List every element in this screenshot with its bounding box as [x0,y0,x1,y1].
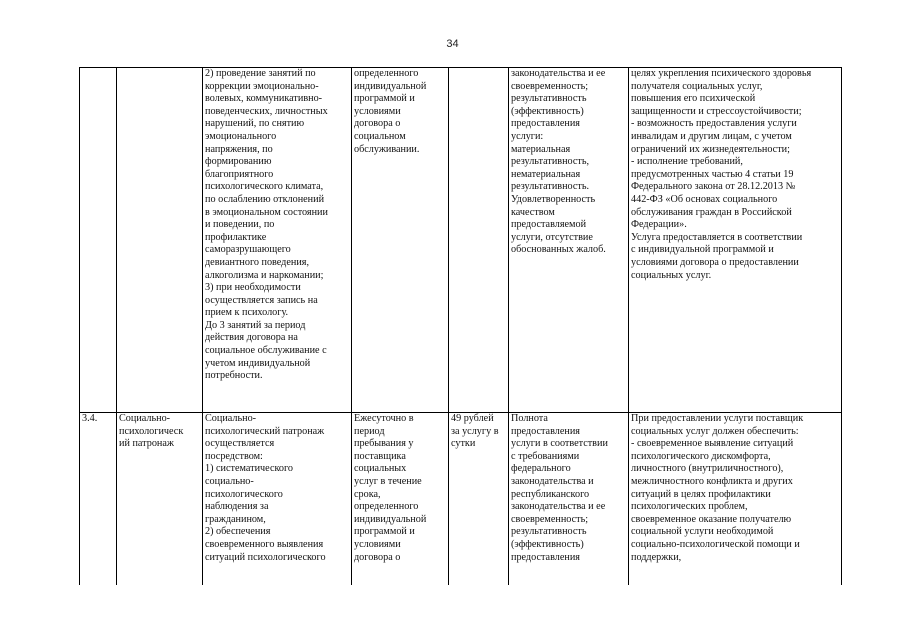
cell-line: действия договора на [205,332,298,344]
cell-line: республиканского [511,488,590,500]
cell-line: психологическ [119,425,184,437]
cell-line: До 3 занятий за период [205,319,306,331]
cell-line: осуществляется запись на [205,294,318,306]
cell-line: по ослаблению отклонений [205,193,325,205]
cell-line: сутки [451,438,476,450]
cell-line: 1) систематического [205,463,294,475]
cell-service-term [352,68,449,413]
cell-line: потребности. [205,370,263,382]
cell-line: эмоционального [205,130,277,142]
cell-line: (эффективность) [511,538,584,550]
cell-line: учетом индивидуальной [205,357,311,369]
cell-line: предоставления [511,551,580,563]
cell-line: федерального [511,463,571,475]
cell-line: психологического дискомфорта, [631,450,771,462]
cell-line: пребывания у [354,438,414,450]
cell-line: материальная [511,143,571,155]
quality-indicators-text [511,413,626,564]
cell-line: условиями [354,538,401,550]
cell-line: поставщика [354,450,406,462]
cell-line: получателя социальных услуг, [631,80,763,92]
service-conditions-text [631,413,839,564]
cell-line: услуг в течение [354,475,422,487]
cell-quality-indicators [509,68,629,413]
cell-line: социально-психологической помощи и [631,538,800,550]
cell-number [80,68,117,413]
cell-line: своевременное оказание получателю [631,513,792,525]
cell-line: с индивидуальной программой и [631,244,774,256]
service-term-text [354,413,446,564]
cell-service-name [117,413,203,585]
service-price-text [451,413,506,451]
cell-line: услуги: [511,130,544,142]
cell-line: определенного [354,501,419,513]
cell-line: законодательства и ее [511,68,606,79]
cell-line: напряжения, по [205,143,273,155]
cell-line: нарушений, по снятию [205,118,305,130]
cell-line: социальной услуги необходимой [631,526,774,538]
cell-line: услуги, отсутствие [511,231,593,243]
cell-line: предоставления [511,118,580,130]
cell-line: Ежесуточно в [354,413,414,424]
cell-line: инвалидам и другим лицам, с учетом [631,130,792,142]
cell-line: договора о [354,118,401,130]
cell-line: обслуживания граждан в Российской [631,206,792,218]
cell-line: 49 рублей [451,413,494,424]
cell-line: - возможность предоставления услуги [631,118,797,130]
cell-line: поведенческих, личностных [205,105,328,117]
cell-line: алкоголизма и наркомании; [205,269,324,281]
cell-line: Федерального закона от 28.12.2013 № [631,181,796,193]
cell-line: своевременность; [511,80,589,92]
cell-line: девиантного поведения, [205,256,310,268]
service-term-text [354,68,446,156]
cell-line: поддержки, [631,551,682,563]
cell-line: период [354,425,385,437]
quality-indicators-text [511,68,626,257]
cell-line: предоставляемой [511,219,587,231]
cell-line: психологический патронаж [205,425,325,437]
cell-line: личностного (внутриличностного), [631,463,784,475]
cell-line: целях укрепления психического здоровья [631,68,812,79]
cell-line: качеством [511,206,555,218]
row-number: 3.4. [82,413,98,424]
cell-line: услуги в соответствии [511,438,608,450]
cell-service-price [449,413,509,585]
page-number: 34 [446,38,459,50]
cell-line: повышения его психической [631,93,756,105]
cell-line: предусмотренных частью 4 статьи 19 [631,168,794,180]
cell-line: предоставления [511,425,580,437]
cell-line: договора о [354,551,401,563]
cell-line: результативность, [511,156,590,168]
cell-service-conditions [629,68,842,413]
cell-line: социальных услуг должен обеспечить: [631,425,799,437]
cell-line: социальном [354,130,406,142]
cell-line: Федерации». [631,219,687,231]
cell-line: саморазрушающего [205,244,291,256]
cell-line: (эффективность) [511,105,584,117]
cell-line: - исполнение требований, [631,156,743,168]
cell-line: прием к психологу. [205,307,289,319]
cell-line: ситуаций в целях профилактики [631,488,771,500]
cell-service-conditions [629,413,842,585]
cell-service-content [203,68,352,413]
cell-service-term [352,413,449,585]
cell-line: Полнота [511,413,548,424]
services-table [79,67,842,585]
cell-line: в эмоциональном состоянии [205,206,328,218]
cell-line: ограничений их жизнедеятельности; [631,143,790,155]
cell-quality-indicators [509,413,629,585]
cell-line: межличностного конфликта и других [631,475,793,487]
cell-line: профилактике [205,231,267,243]
cell-line: посредством: [205,450,263,462]
service-conditions-text [631,68,839,282]
cell-line: нематериальная [511,168,581,180]
cell-line: Социально- [205,413,257,424]
cell-line: обоснованных жалоб. [511,244,606,256]
cell-line: срока, [354,488,381,500]
cell-number [80,413,117,585]
cell-line: Социально- [119,413,171,424]
cell-line: программой и [354,526,415,538]
cell-service-name [117,68,203,413]
cell-line: индивидуальной [354,80,427,92]
cell-service-content [203,413,352,585]
cell-line: коррекции эмоционально- [205,80,319,92]
cell-line: ий патронаж [119,438,174,450]
service-content-text [205,413,349,564]
cell-line: результативность [511,526,587,538]
cell-line: социально- [205,475,254,487]
cell-service-price [449,68,509,413]
cell-line: своевременность; [511,513,589,525]
cell-line: психологического климата, [205,181,324,193]
cell-line: условиями [354,105,401,117]
cell-line: волевых, коммуникативно- [205,93,323,105]
cell-line: законодательства и ее [511,501,606,513]
cell-line: социальное обслуживание с [205,345,327,357]
cell-line: защищенности и стрессоустойчивости; [631,105,802,117]
cell-line: программой и [354,93,415,105]
cell-line: 3) при необходимости [205,282,301,294]
table-row [80,68,842,413]
cell-line: и поведении, по [205,219,275,231]
table-row [80,413,842,585]
cell-line: При предоставлении услуги поставщик [631,413,804,424]
cell-line: 2) обеспечения [205,526,271,538]
cell-line: формированию [205,156,272,168]
cell-line: 2) проведение занятий по [205,68,316,79]
service-name-text [119,413,200,451]
cell-line: благоприятного [205,168,274,180]
cell-line: своевременного выявления [205,538,324,550]
cell-line: Удовлетворенность [511,193,596,205]
cell-line: гражданином, [205,513,266,525]
cell-line: ситуаций психологического [205,551,326,563]
cell-line: результативность [511,93,587,105]
service-content-text [205,68,349,383]
cell-line: с требованиями [511,450,580,462]
cell-line: - своевременное выявление ситуаций [631,438,794,450]
cell-line: индивидуальной [354,513,427,525]
cell-line: Услуга предоставляется в соответствии [631,231,803,243]
cell-line: условиями договора о предоставлении [631,256,799,268]
cell-line: наблюдения за [205,501,269,513]
cell-line: 442-ФЗ «Об основах социального [631,193,778,205]
cell-line: психологических проблем, [631,501,748,513]
cell-line: обслуживании. [354,143,420,155]
cell-line: социальных услуг. [631,269,712,281]
cell-line: социальных [354,463,407,475]
cell-line: определенного [354,68,419,79]
cell-line: психологического [205,488,283,500]
cell-line: осуществляется [205,438,275,450]
cell-line: за услугу в [451,425,499,437]
cell-line: результативность. [511,181,590,193]
cell-line: законодательства и [511,475,594,487]
